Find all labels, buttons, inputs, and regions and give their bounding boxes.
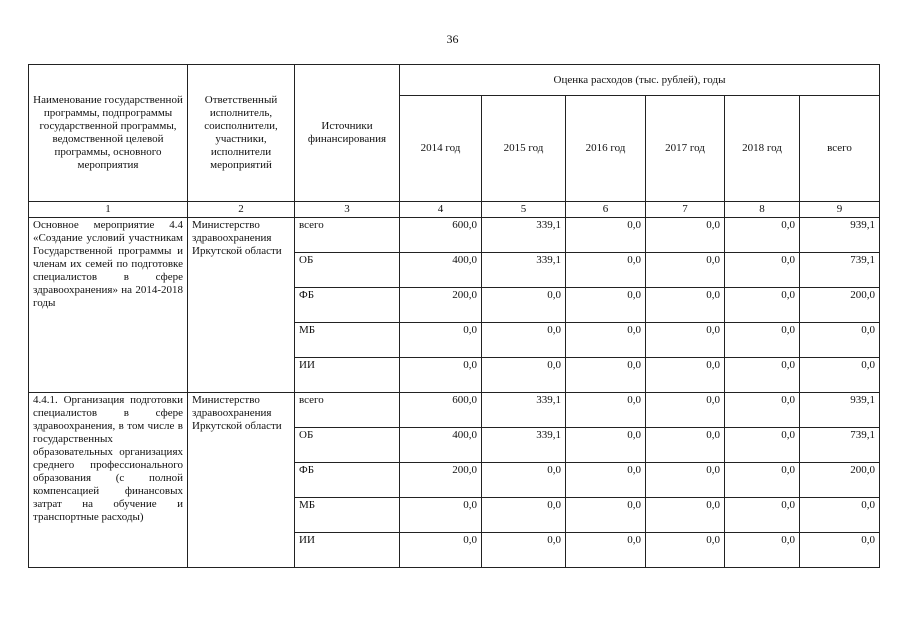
total-value: 0,0 [800, 323, 880, 358]
year-value: 0,0 [725, 323, 800, 358]
year-value: 400,0 [400, 253, 482, 288]
header-year: 2016 год [566, 96, 646, 202]
header-estimate: Оценка расходов (тыс. рублей), годы [400, 65, 880, 96]
column-number: 9 [800, 202, 880, 218]
year-value: 339,1 [482, 218, 566, 253]
year-value: 339,1 [482, 393, 566, 428]
year-value: 0,0 [400, 498, 482, 533]
year-value: 0,0 [725, 393, 800, 428]
year-value: 0,0 [566, 393, 646, 428]
total-value: 0,0 [800, 358, 880, 393]
year-value: 0,0 [566, 253, 646, 288]
year-value: 0,0 [725, 498, 800, 533]
year-value: 0,0 [482, 533, 566, 568]
year-value: 0,0 [482, 498, 566, 533]
table-row [29, 393, 880, 428]
funding-source: ФБ [295, 288, 400, 323]
year-value: 0,0 [725, 428, 800, 463]
year-value: 0,0 [566, 218, 646, 253]
year-value: 0,0 [646, 218, 725, 253]
year-value: 0,0 [400, 358, 482, 393]
column-number: 5 [482, 202, 566, 218]
year-value: 0,0 [646, 498, 725, 533]
funding-source: МБ [295, 323, 400, 358]
year-value: 0,0 [725, 463, 800, 498]
funding-source: ИИ [295, 358, 400, 393]
table-row [29, 218, 880, 253]
year-value: 0,0 [725, 253, 800, 288]
header-total: всего [800, 96, 880, 202]
header-name: Наименование государственной программы, подпрограммы государственной программы, ведомственной целевой программы, основного мероприятия [29, 65, 188, 202]
year-value: 339,1 [482, 253, 566, 288]
year-value: 0,0 [566, 323, 646, 358]
funding-source: ФБ [295, 463, 400, 498]
column-numbers-row [29, 202, 880, 218]
total-value: 0,0 [800, 498, 880, 533]
header-year: 2015 год [482, 96, 566, 202]
header-year: 2017 год [646, 96, 725, 202]
column-number: 2 [188, 202, 295, 218]
year-value: 0,0 [646, 323, 725, 358]
year-value: 0,0 [646, 463, 725, 498]
year-value: 0,0 [646, 393, 725, 428]
column-number: 8 [725, 202, 800, 218]
total-value: 200,0 [800, 463, 880, 498]
total-value: 939,1 [800, 218, 880, 253]
total-value: 739,1 [800, 253, 880, 288]
funding-source: всего [295, 393, 400, 428]
total-value: 200,0 [800, 288, 880, 323]
year-value: 0,0 [566, 463, 646, 498]
year-value: 0,0 [482, 358, 566, 393]
year-value: 0,0 [725, 358, 800, 393]
measure-name: Основное мероприятие 4.4 «Создание условий участникам Государственной программы и членам их семей по подготовке специалистов в сфере здравоохранения» на 2014-2018 годы [29, 218, 188, 393]
header-sources: Источники финансирования [295, 65, 400, 202]
year-value: 0,0 [646, 428, 725, 463]
year-value: 339,1 [482, 428, 566, 463]
year-value: 200,0 [400, 288, 482, 323]
year-value: 0,0 [646, 288, 725, 323]
year-value: 0,0 [566, 533, 646, 568]
funding-source: МБ [295, 498, 400, 533]
year-value: 0,0 [646, 253, 725, 288]
total-value: 739,1 [800, 428, 880, 463]
year-value: 600,0 [400, 218, 482, 253]
total-value: 939,1 [800, 393, 880, 428]
year-value: 0,0 [566, 358, 646, 393]
header-row-top [29, 65, 880, 96]
responsible-executor: Министерство здравоохранения Иркутской области [188, 393, 295, 568]
column-number: 7 [646, 202, 725, 218]
funding-source: ОБ [295, 253, 400, 288]
header-year: 2014 год [400, 96, 482, 202]
year-value: 0,0 [725, 218, 800, 253]
column-number: 3 [295, 202, 400, 218]
year-value: 200,0 [400, 463, 482, 498]
year-value: 0,0 [646, 358, 725, 393]
header-year: 2018 год [725, 96, 800, 202]
year-value: 400,0 [400, 428, 482, 463]
year-value: 0,0 [566, 428, 646, 463]
year-value: 0,0 [482, 288, 566, 323]
responsible-executor: Министерство здравоохранения Иркутской области [188, 218, 295, 393]
total-value: 0,0 [800, 533, 880, 568]
year-value: 0,0 [482, 463, 566, 498]
funding-source: ОБ [295, 428, 400, 463]
year-value: 0,0 [725, 533, 800, 568]
expense-table [28, 64, 880, 568]
year-value: 0,0 [566, 498, 646, 533]
column-number: 4 [400, 202, 482, 218]
year-value: 0,0 [646, 533, 725, 568]
funding-source: ИИ [295, 533, 400, 568]
year-value: 600,0 [400, 393, 482, 428]
page-number: 36 [446, 32, 459, 46]
year-value: 0,0 [482, 323, 566, 358]
column-number: 6 [566, 202, 646, 218]
header-responsible: Ответственный исполнитель, соисполнители, участники, исполнители мероприятий [188, 65, 295, 202]
measure-name: 4.4.1. Организация подготовки специалистов в сфере здравоохранения, в том числе в государственных образовательных организациях среднего профессионального образования (с полной компенсацией финансовых затрат на обучение и транспортные расходы) [29, 393, 188, 568]
year-value: 0,0 [566, 288, 646, 323]
year-value: 0,0 [400, 533, 482, 568]
year-value: 0,0 [400, 323, 482, 358]
column-number: 1 [29, 202, 188, 218]
year-value: 0,0 [725, 288, 800, 323]
funding-source: всего [295, 218, 400, 253]
